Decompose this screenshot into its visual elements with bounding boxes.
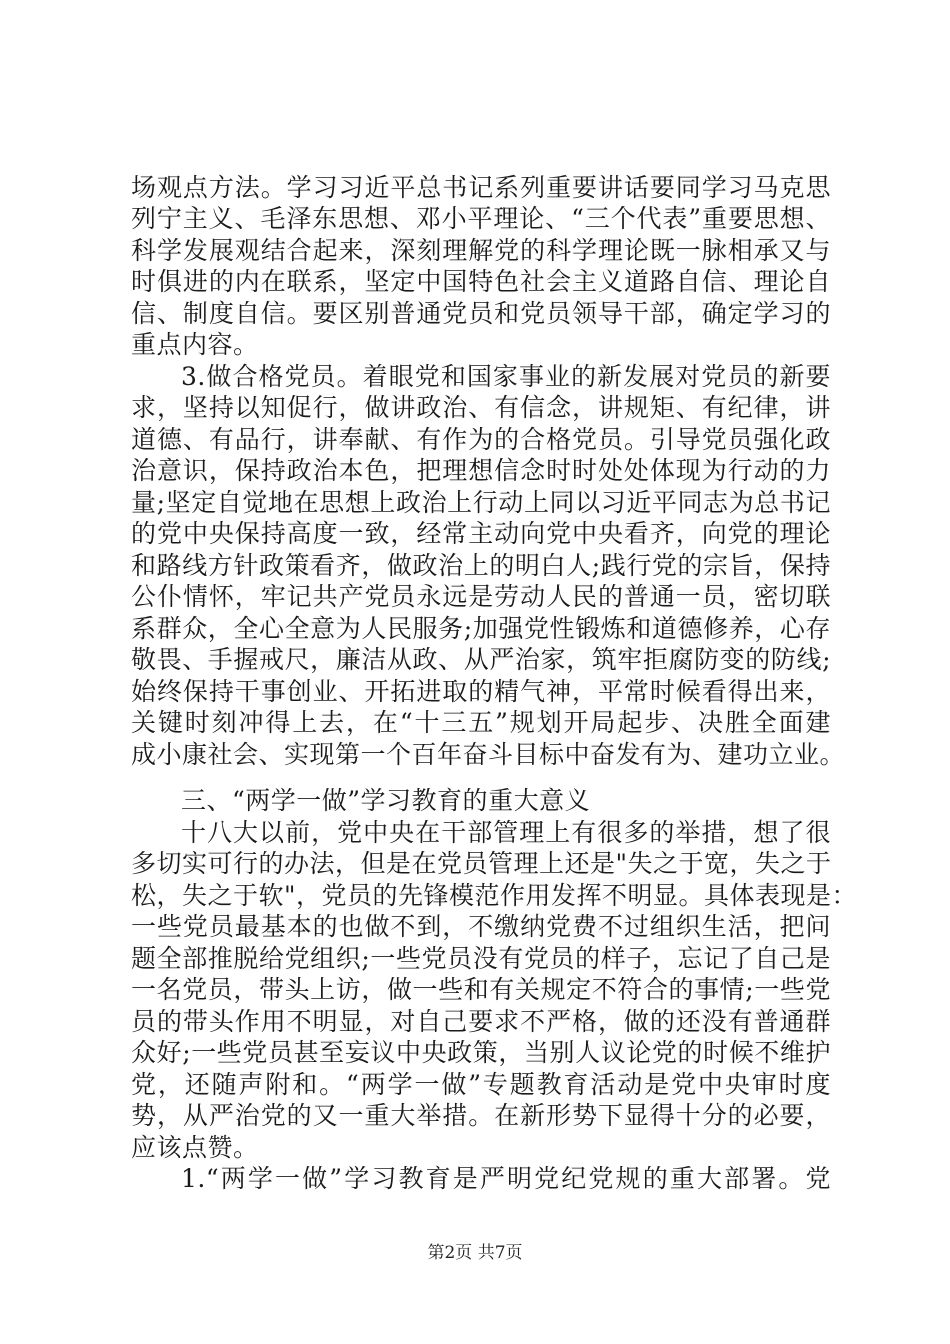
text-line: 系群众，全心全意为人民服务;加强党性锻炼和道德修养，心存 [131, 614, 831, 643]
text-line: 公仆情怀，牢记共产党员永远是劳动人民的普通一员，密切联 [131, 582, 831, 611]
text-line: 量;坚定自觉地在思想上政治上行动上同以习近平同志为总书记 [131, 488, 831, 517]
text-line: 信、制度自信。要区别普通党员和党员领导干部，确定学习的 [131, 299, 831, 328]
text-line: 关键时刻冲得上去，在“十三五”规划开局起步、决胜全面建 [131, 708, 831, 737]
text-line: 时俱进的内在联系，坚定中国特色社会主义道路自信、理论自 [131, 267, 831, 296]
text-line: 求，坚持以知促行，做讲政治、有信念，讲规矩、有纪律，讲 [131, 393, 831, 422]
text-line: 场观点方法。学习习近平总书记系列重要讲话要同学习马克思 [131, 173, 831, 202]
text-line: 众好;一些党员甚至妄议中央政策，当别人议论党的时候不维护 [131, 1038, 831, 1067]
text-line: 敬畏、手握戒尺，廉洁从政、从严治家，筑牢拒腐防变的防线; [131, 645, 831, 674]
text-line: 党，还随声附和。“两学一做”专题教育活动是党中央审时度 [131, 1070, 831, 1099]
text-line: 始终保持干事创业、开拓进取的精气神，平常时候看得出来， [131, 677, 831, 706]
text-line: 治意识，保持政治本色，把理想信念时时处处体现为行动的力 [131, 456, 831, 485]
text-line: 员的带头作用不明显，对自己要求不严格，做的还没有普通群 [131, 1007, 831, 1036]
text-line: 松，失之于软"，党员的先锋模范作用发挥不明显。具体表现是： [131, 881, 858, 910]
text-line: 列宁主义、毛泽东思想、邓小平理论、“三个代表”重要思想、 [131, 204, 831, 233]
text-line: 一名党员，带头上访，做一些和有关规定不符合的事情;一些党 [131, 975, 831, 1004]
text-line: 和路线方针政策看齐，做政治上的明白人;践行党的宗旨，保持 [131, 551, 831, 580]
text-line: 一些党员最基本的也做不到，不缴纳党费不过组织生活，把问 [131, 912, 831, 941]
section-heading: 三、“两学一做”学习教育的重大意义 [181, 786, 591, 815]
text-line: 道德、有品行，讲奉献、有作为的合格党员。引导党员强化政 [131, 425, 831, 454]
text-line: 多切实可行的办法，但是在党员管理上还是"失之于宽，失之于 [131, 849, 832, 878]
list-item-heading: 1.“两学一做”学习教育是严明党纪党规的重大部署。党 [181, 1164, 831, 1193]
list-item-heading: 3.做合格党员。着眼党和国家事业的新发展对党员的新要 [181, 362, 831, 391]
text-line: 十八大以前，党中央在干部管理上有很多的举措，想了很 [181, 818, 831, 847]
text-line: 科学发展观结合起来，深刻理解党的科学理论既一脉相承又与 [131, 236, 831, 265]
text-line: 题全部推脱给党组织;一些党员没有党员的样子，忘记了自己是 [131, 944, 831, 973]
text-line: 成小康社会、实现第一个百年奋斗目标中奋发有为、建功立业。 [131, 740, 846, 769]
text-line: 的党中央保持高度一致，经常主动向党中央看齐，向党的理论 [131, 519, 831, 548]
page-number: 第2页 共7页 [427, 1243, 523, 1263]
text-line: 应该点赞。 [131, 1133, 259, 1162]
text-line: 重点内容。 [131, 330, 259, 359]
text-line: 势，从严治党的又一重大举措。在新形势下显得十分的必要， [131, 1101, 831, 1130]
